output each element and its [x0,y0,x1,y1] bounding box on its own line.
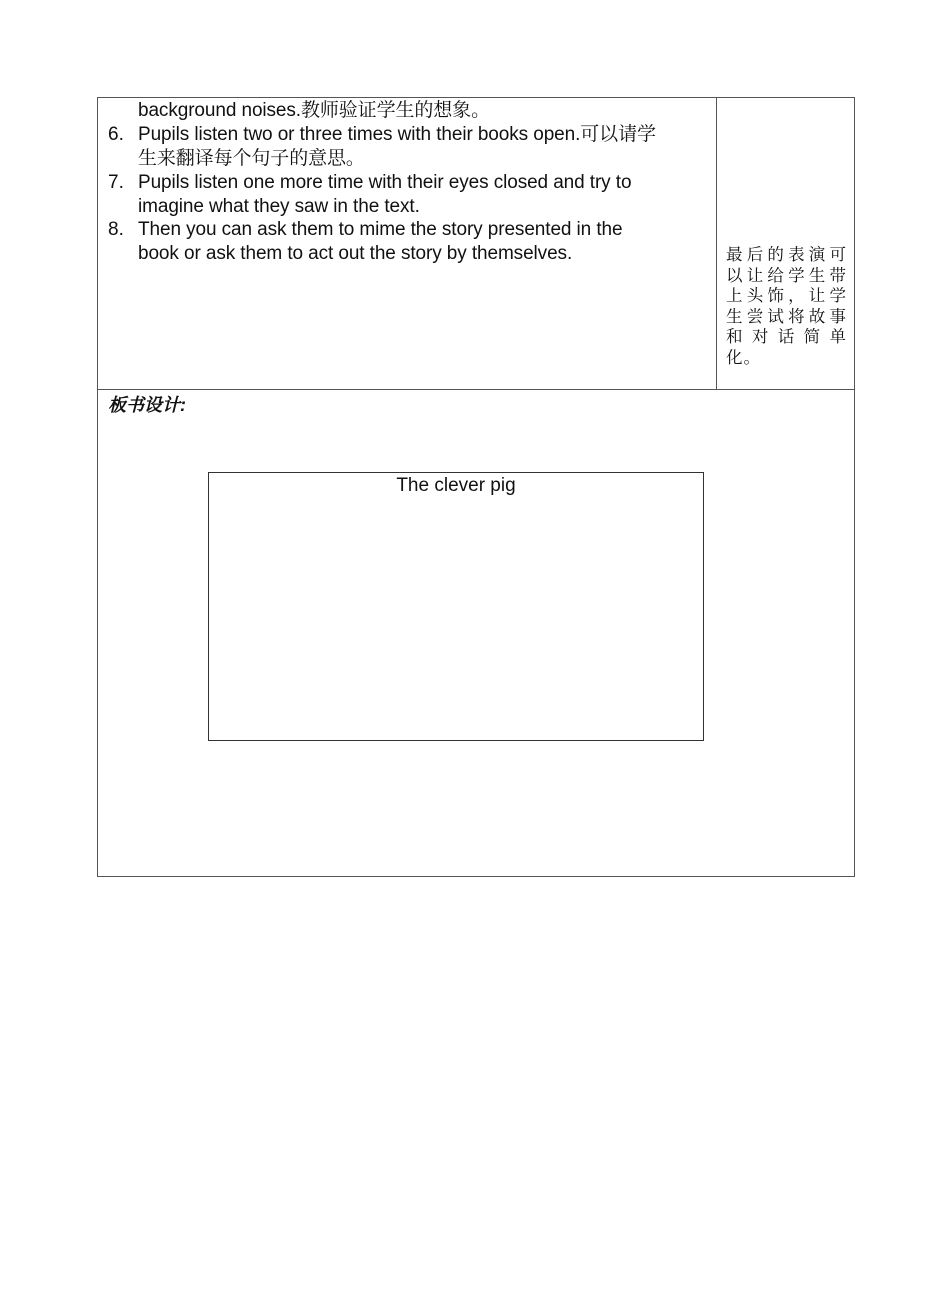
board-design-heading: 板书设计: [108,395,186,415]
step-number: 7. [108,172,124,193]
notes-cell [717,98,854,389]
blackboard-box [208,472,704,741]
procedure-line: book or ask them to act out the story by themselves. [138,243,573,264]
lesson-plan-table [97,97,855,877]
procedure-cell [98,98,717,389]
procedure-line: Pupils listen one more time with their eyes closed and try to [138,172,632,193]
blackboard-title: The clever pig [396,475,516,496]
board-design-row [98,390,854,876]
step-number: 8. [108,219,124,240]
side-note: 最后的表演可以让给学生带上头饰，让学生尝试将故事和对话简单化。 [726,246,847,367]
procedure-line: imagine what they saw in the text. [138,196,420,217]
procedure-row [98,98,854,390]
procedure-line: Then you can ask them to mime the story presented in the [138,219,623,240]
procedure-line: background noises.教师验证学生的想象。 [138,100,490,121]
procedure-line: 生来翻译每个句子的意思。 [138,148,365,169]
procedure-line: Pupils listen two or three times with their books open.可以请学 [138,124,656,145]
step-number: 6. [108,124,124,145]
